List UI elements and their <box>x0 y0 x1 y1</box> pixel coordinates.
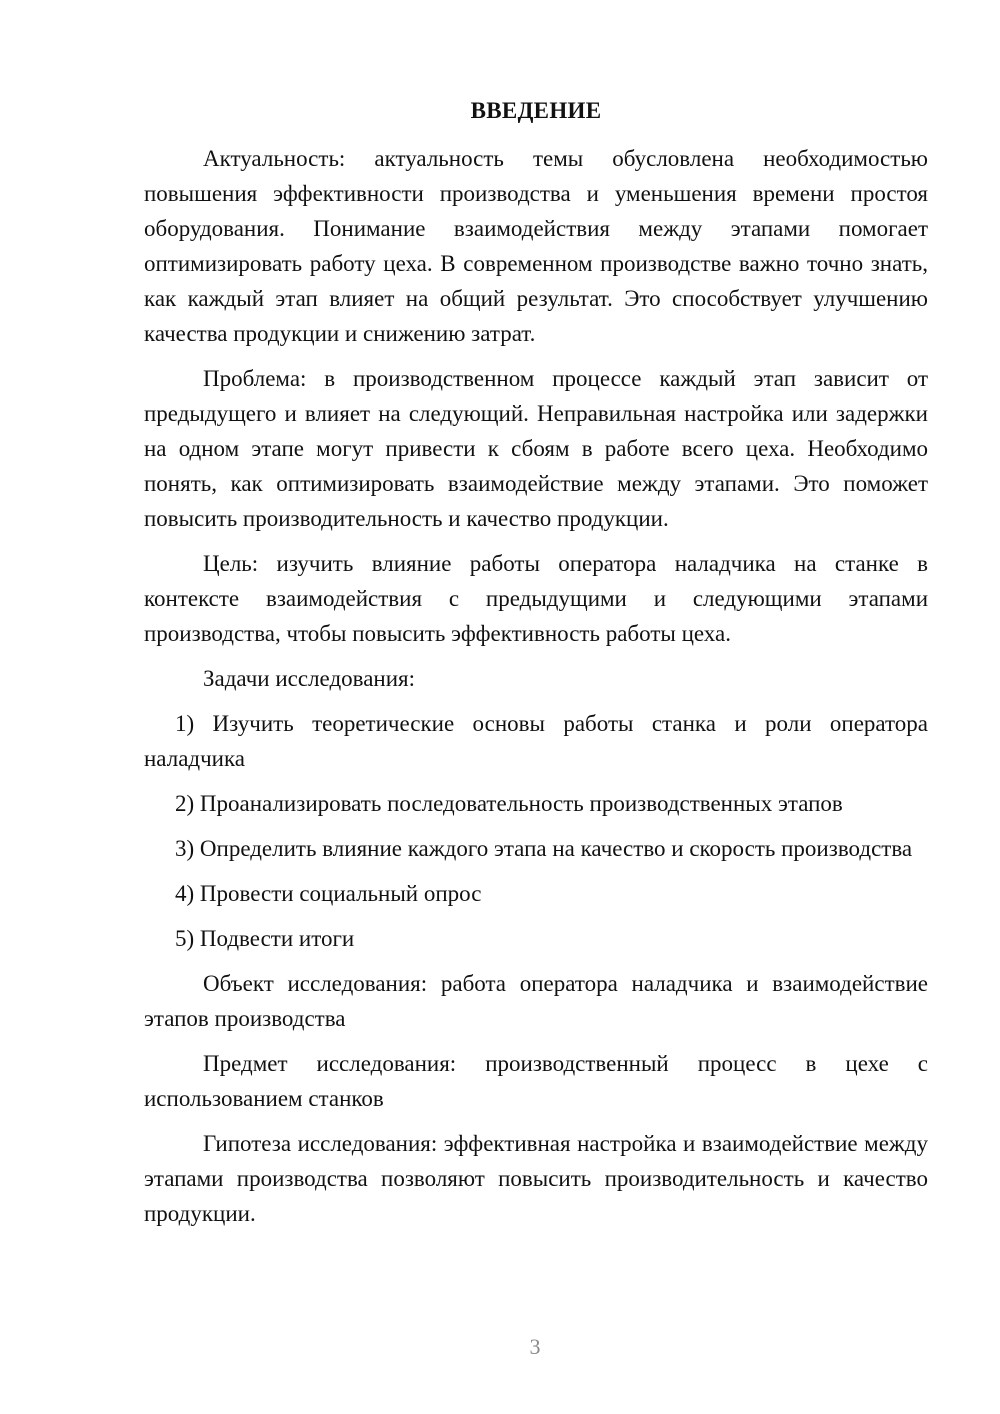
page-number: 3 <box>529 1334 541 1359</box>
hypothesis-paragraph: Гипотеза исследования: эффективная настройка и взаимодействие между этапами производства позволяют повысить производительность и качество продукции. <box>144 1131 928 1226</box>
problem-paragraph: Проблема: в производственном процессе каждый этап зависит от предыдущего и влияет на следующий. Неправильная настройка или задержки на одном этапе могут привести к сбоям в работе всего цеха. Необходимо понять, как оптимизировать взаимодействие между этапами. Это поможет повысить производительность и качество продукции. <box>144 366 928 531</box>
section-heading: ВВЕДЕНИЕ <box>470 98 602 123</box>
task-item: 5) Подвести итоги <box>175 926 355 951</box>
object-paragraph: Объект исследования: работа оператора наладчика и взаимодействие этапов производства <box>144 971 928 1031</box>
tasks-heading: Задачи исследования: <box>203 666 416 691</box>
task-item: 1) Изучить теоретические основы работы станка и роли оператора наладчика <box>144 711 928 771</box>
task-item: 4) Провести социальный опрос <box>175 881 482 906</box>
document-page <box>144 94 928 1241</box>
goal-paragraph: Цель: изучить влияние работы оператора наладчика на станке в контексте взаимодействия с предыдущими и следующими этапами производства, чтобы повысить эффективность работы цеха. <box>144 551 928 646</box>
task-item: 3) Определить влияние каждого этапа на качество и скорость производства <box>175 836 913 861</box>
subject-paragraph: Предмет исследования: производственный процесс в цехе с использованием станков <box>144 1051 928 1111</box>
relevance-paragraph: Актуальность: актуальность темы обусловлена необходимостью повышения эффективности производства и уменьшения времени простоя оборудования. Понимание взаимодействия между этапами помогает оптимизировать работу цеха. В современном производстве важно точно знать, как каждый этап влияет на общий результат. Это способствует улучшению качества продукции и снижению затрат. <box>144 146 928 346</box>
tasks-list <box>144 706 928 956</box>
task-item: 2) Проанализировать последовательность производственных этапов <box>175 791 843 816</box>
